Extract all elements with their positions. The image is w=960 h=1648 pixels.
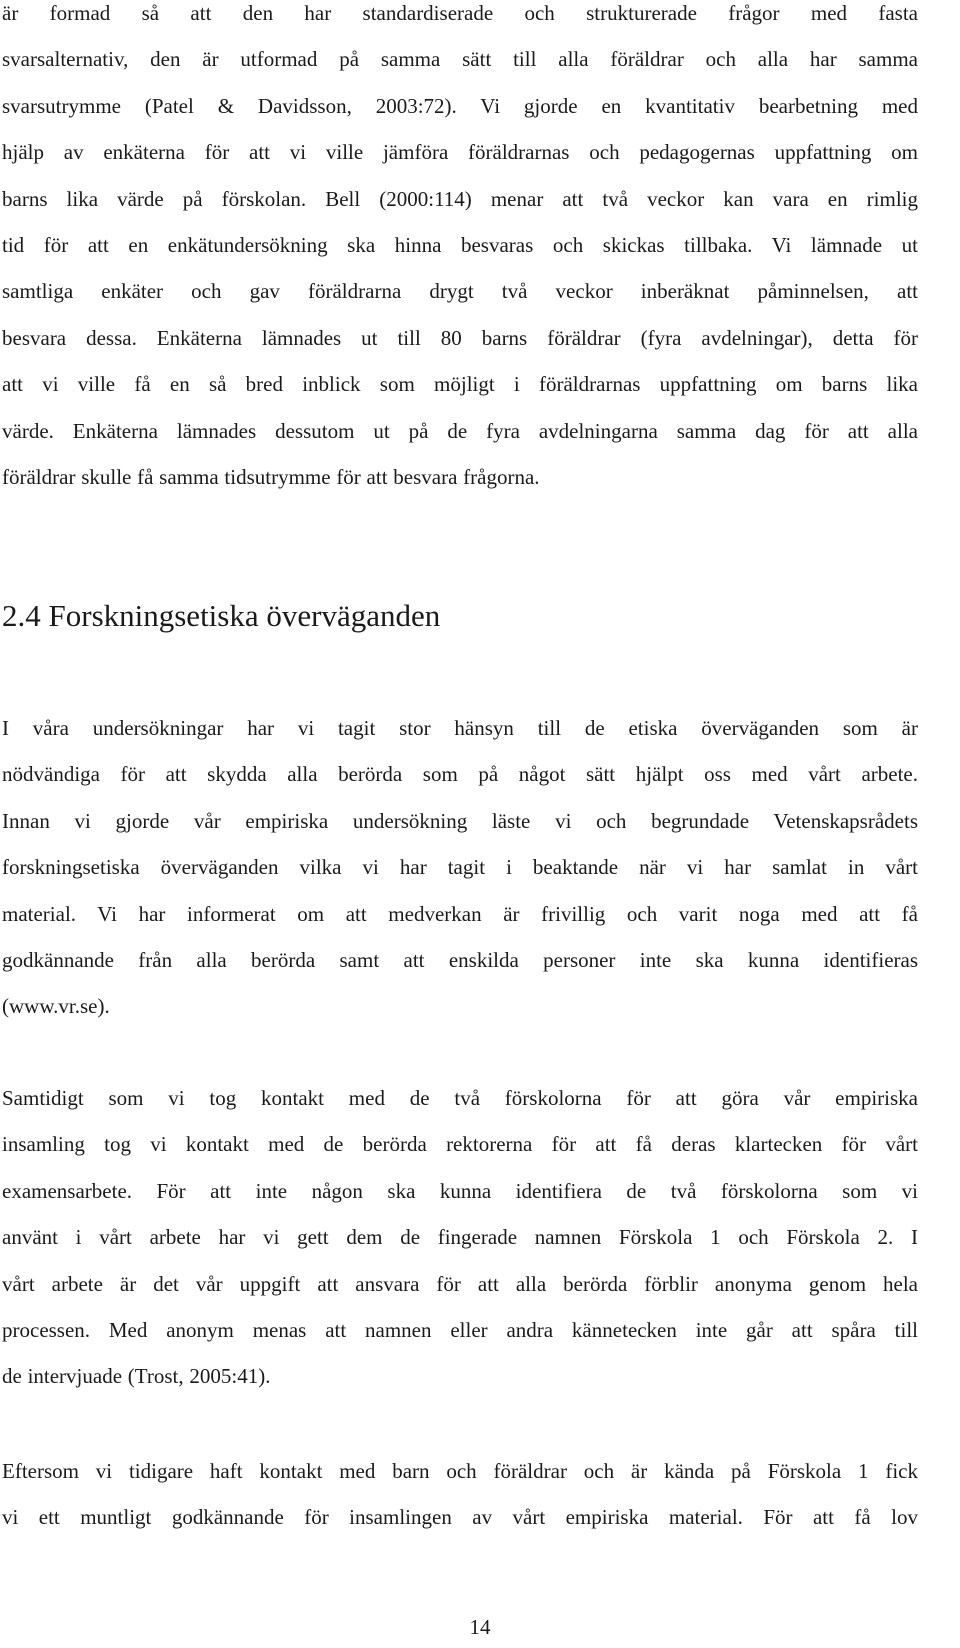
text-line: besvara dessa. Enkäterna lämnades ut till 80 barns föräldrar (fyra avdelningar), detta för bbox=[2, 325, 918, 350]
text-line: godkännande från alla berörda samt att enskilda personer inte ska kunna identifieras bbox=[2, 948, 918, 973]
text-line: Eftersom vi tidigare haft kontakt med barn och föräldrar och är kända på Förskola 1 fick bbox=[2, 1459, 918, 1483]
text-line: Samtidigt som vi tog kontakt med de två förskolorna för att göra vår empiriska bbox=[2, 1086, 918, 1110]
text-line: svarsalternativ, den är utformad på samma sätt till alla föräldrar och alla har samma bbox=[2, 47, 918, 72]
text-line: examensarbete. För att inte någon ska kunna identifiera de två förskolorna som vi bbox=[2, 1178, 918, 1203]
text-line: vårt arbete är det vår uppgift att ansvara för att alla berörda förblir anonyma genom hela bbox=[2, 1271, 918, 1296]
text-line: (www.vr.se). bbox=[2, 994, 110, 1019]
text-line: föräldrar skulle få samma tidsutrymme för att besvara frågorna. bbox=[2, 465, 540, 490]
text-line: vi ett muntligt godkännande för insamlingen av vårt empiriska material. För att få lov bbox=[2, 1505, 918, 1530]
text-line: är formad så att den har standardiserade och strukturerade frågor med fasta bbox=[2, 1, 918, 25]
text-line: barns lika värde på förskolan. Bell (2000:114) menar att två veckor kan vara en rimlig bbox=[2, 186, 918, 211]
text-line: de intervjuade (Trost, 2005:41). bbox=[2, 1364, 271, 1389]
text-line: hjälp av enkäterna för att vi ville jämföra föräldrarnas och pedagogernas uppfattning om bbox=[2, 140, 918, 165]
text-line: processen. Med anonym menas att namnen eller andra kännetecken inte går att spåra till bbox=[2, 1318, 918, 1343]
text-line: I våra undersökningar har vi tagit stor hänsyn till de etiska överväganden som är bbox=[2, 716, 918, 740]
text-line: svarsutrymme (Patel & Davidsson, 2003:72). Vi gjorde en kvantitativ bearbetning med bbox=[2, 93, 918, 118]
text-line: material. Vi har informerat om att medverkan är frivillig och varit noga med att få bbox=[2, 901, 918, 926]
text-line: att vi ville få en så bred inblick som möjligt i föräldrarnas uppfattning om barns lika bbox=[2, 372, 918, 397]
page-number: 14 bbox=[469, 1615, 491, 1639]
text-line: värde. Enkäterna lämnades dessutom ut på de fyra avdelningarna samma dag för att alla bbox=[2, 418, 918, 443]
text-line: insamling tog vi kontakt med de berörda rektorerna för att få deras klartecken för vårt bbox=[2, 1132, 918, 1157]
paragraph-consent bbox=[2, 1448, 918, 1541]
paragraph-anonymity bbox=[2, 1075, 918, 1400]
paragraph-survey-method bbox=[2, 0, 918, 500]
section-heading: 2.4 Forskningsetiska överväganden bbox=[2, 598, 441, 633]
text-line: nödvändiga för att skydda alla berörda som på något sätt hjälpt oss med vårt arbete. bbox=[2, 762, 918, 787]
text-line: forskningsetiska överväganden vilka vi har tagit i beaktande när vi har samlat in vårt bbox=[2, 855, 918, 880]
paragraph-research-ethics bbox=[2, 705, 918, 1030]
text-line: tid för att en enkätundersökning ska hinna besvaras och skickas tillbaka. Vi lämnade ut bbox=[2, 233, 918, 258]
text-line: Innan vi gjorde vår empiriska undersökning läste vi och begrundade Vetenskapsrådets bbox=[2, 808, 918, 833]
text-line: använt i vårt arbete har vi gett dem de fingerade namnen Förskola 1 och Förskola 2. I bbox=[2, 1225, 918, 1250]
text-line: samtliga enkäter och gav föräldrarna drygt två veckor inberäknat påminnelsen, att bbox=[2, 279, 918, 304]
